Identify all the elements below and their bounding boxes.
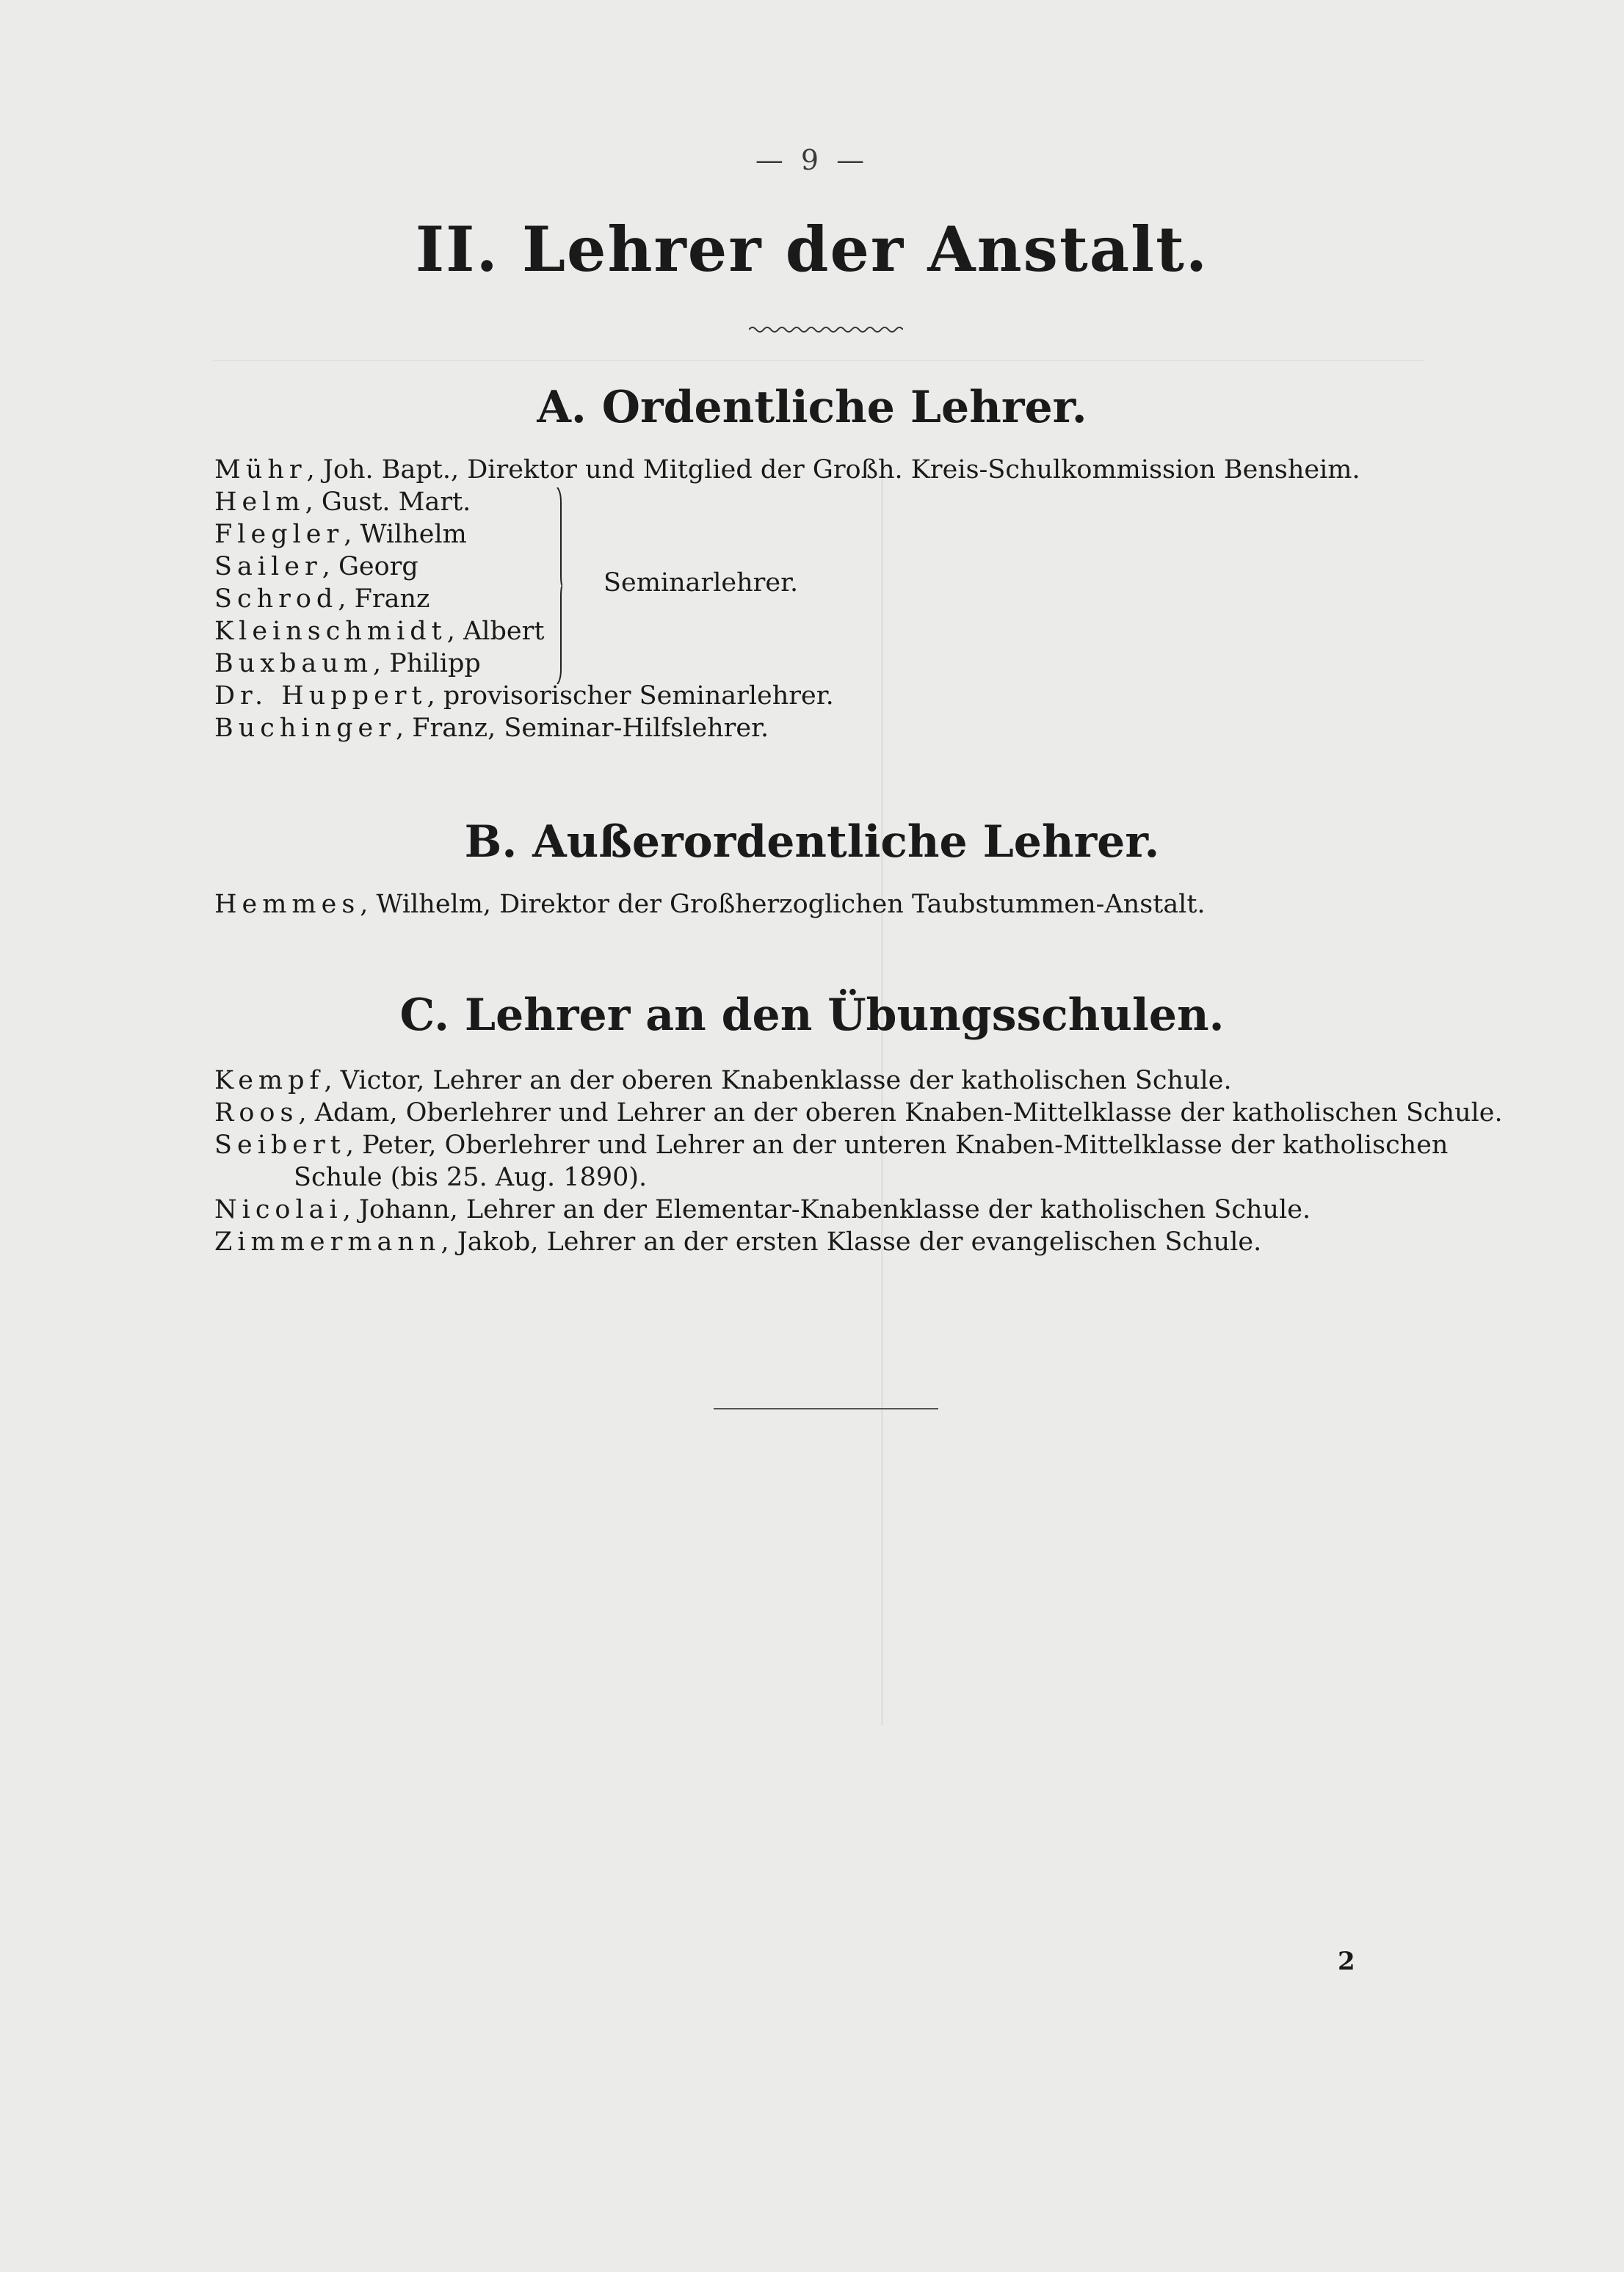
teacher-details: , Albert: [446, 617, 545, 646]
teacher-name: Nicolai: [214, 1195, 343, 1224]
decorative-squiggle: [749, 323, 903, 336]
show-through-shadow: [213, 360, 1424, 361]
teacher-entry: [214, 1097, 1503, 1129]
grouping-brace: [557, 487, 562, 684]
teacher-details: , Adam, Oberlehrer und Lehrer an der oberen Knaben-Mittelklasse der katholischen Schule.: [298, 1098, 1503, 1128]
teacher-details: , Johann, Lehrer an der Elementar-Knabenklasse der katholischen Schule.: [342, 1195, 1311, 1224]
teacher-entry: [214, 1129, 1448, 1161]
chapter-title: II. Lehrer der Anstalt.: [415, 213, 1209, 286]
teacher-name: Mühr: [214, 455, 307, 484]
teacher-entry: [214, 615, 544, 647]
teacher-entry: [214, 712, 769, 744]
teacher-details: , Victor, Lehrer an der oberen Knabenklasse der katholischen Schule.: [324, 1066, 1232, 1095]
teacher-details: , Gust. Mart.: [305, 487, 471, 517]
teacher-name: Helm: [214, 487, 305, 517]
section-b-heading: B. Außerordentliche Lehrer.: [464, 816, 1160, 868]
teacher-name: Dr. Huppert: [214, 681, 427, 711]
teacher-name: Flegler: [214, 520, 344, 549]
teacher-details: , Franz, Seminar-Hilfslehrer.: [396, 714, 769, 743]
group-label-seminarlehrer: Seminarlehrer.: [603, 568, 799, 598]
teacher-entry: [214, 551, 418, 583]
section-a-heading: A. Ordentliche Lehrer.: [537, 382, 1087, 433]
teacher-name: Roos: [214, 1098, 299, 1128]
teacher-details: Schule (bis 25. Aug. 1890).: [294, 1163, 648, 1192]
teacher-entry: [214, 454, 1360, 486]
page-number-top: — 9 —: [755, 144, 869, 176]
teacher-details: , Franz: [338, 584, 430, 614]
teacher-name: Kempf: [214, 1066, 325, 1095]
closing-rule: [714, 1408, 938, 1409]
teacher-name: Sailer: [214, 552, 322, 581]
teacher-entry: [214, 518, 467, 551]
teacher-name: Hemmes: [214, 890, 360, 919]
teacher-details: , Wilhelm, Direktor der Großherzoglichen Taubstummen-Anstalt.: [360, 890, 1206, 919]
teacher-entry: [214, 486, 471, 518]
teacher-details: , Peter, Oberlehrer und Lehrer an der unteren Knaben-Mittelklasse der katholischen: [345, 1130, 1449, 1160]
teacher-entry: [214, 888, 1206, 921]
teacher-name: Kleinschmidt: [214, 617, 447, 646]
teacher-details: , Philipp: [373, 649, 481, 678]
teacher-entry: [214, 680, 834, 712]
teacher-details: , Wilhelm: [344, 520, 467, 549]
teacher-entry: [214, 1226, 1261, 1258]
teacher-entry: [214, 1064, 1232, 1097]
teacher-details: , Joh. Bapt., Direktor und Mitglied der Großh. Kreis-Schulkommission Bensheim.: [306, 455, 1360, 484]
teacher-entry: [214, 583, 429, 615]
section-c-heading: C. Lehrer an den Übungsschulen.: [399, 990, 1225, 1041]
teacher-details: , Jakob, Lehrer an der ersten Klasse der evangelischen Schule.: [441, 1227, 1262, 1257]
sheet-signature-number: 2: [1338, 1947, 1355, 1976]
teacher-name: Seibert: [214, 1130, 346, 1160]
teacher-details: , Georg: [322, 552, 418, 581]
teacher-entry-continuation: [294, 1161, 647, 1194]
teacher-name: Zimmermann: [214, 1227, 441, 1257]
teacher-entry: [214, 1194, 1311, 1226]
teacher-details: , provisorischer Seminarlehrer.: [427, 681, 834, 711]
teacher-name: Schrod: [214, 584, 338, 614]
teacher-entry: [214, 647, 481, 680]
teacher-name: Buchinger: [214, 714, 396, 743]
teacher-name: Buxbaum: [214, 649, 374, 678]
